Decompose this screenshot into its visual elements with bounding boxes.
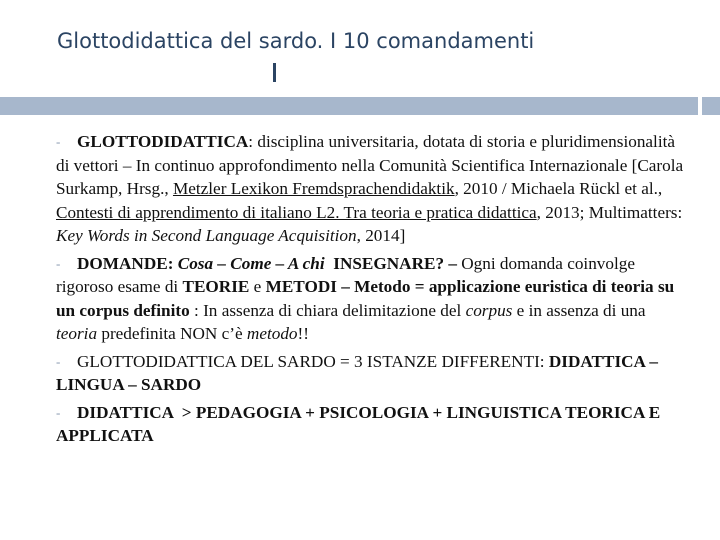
- bullet-dash-icon: -: [56, 255, 61, 271]
- reference-link-contesti[interactable]: Contesti di apprendimento di italiano L2. Tra teoria e pratica didattica: [56, 202, 537, 222]
- term-glottodidattica: GLOTTODIDATTICA: [77, 132, 249, 151]
- p2-text-3: : In assenza di chiara delimitazione del: [189, 300, 466, 320]
- bullet-dash-icon: -: [56, 404, 61, 420]
- bullet-paragraph-domande: [56, 252, 684, 346]
- p1-text-4: , 2014]: [356, 226, 406, 245]
- p2-bold-1: DOMANDE:: [77, 253, 178, 273]
- p1-text-1: : disciplina universitaria, dotata di storia e pluridimensionalità di vettori – In continuo approfondimento nella Comunità Scientifica Internazionale [Carola Surkamp, Hrsg.,: [56, 132, 684, 198]
- p2-italic-teoria: teoria: [56, 324, 98, 343]
- p2-text-6: !!: [297, 324, 309, 343]
- reference-link-metzler[interactable]: Metzler Lexikon Fremdsprachendidaktik: [172, 179, 455, 198]
- p1-italic-title: Key Words in Second Language Acquisition: [56, 226, 357, 245]
- p2-italic-metodo: metodo: [246, 324, 298, 343]
- bullet-dash-icon: -: [56, 353, 61, 369]
- p3-bold: DIDATTICA – LINGUA – SARDO: [56, 351, 658, 394]
- slide-body: [56, 130, 684, 452]
- p2-bold-italic: Cosa – Come – A chi: [177, 253, 325, 273]
- p2-italic-corpus: corpus: [465, 300, 513, 320]
- p2-bold-2: INSEGNARE? –: [324, 253, 462, 273]
- slide-title: Glottodidattica del sardo. I 10 comandamenti: [57, 29, 535, 53]
- bullet-paragraph-didattica: [56, 401, 684, 448]
- p3-text-1: GLOTTODIDATTICA DEL SARDO = 3 ISTANZE DIFFERENTI:: [77, 351, 549, 371]
- p2-text-4: e in assenza di una: [512, 300, 646, 320]
- bullet-dash-icon: -: [56, 134, 61, 149]
- p2-text-2: e: [249, 277, 266, 296]
- p2-text-5: predefinita NON c’è: [97, 324, 247, 343]
- p4-bold: DIDATTICA > PEDAGOGIA + PSICOLOGIA + LINGUISTICA TEORICA E APPLICATA: [56, 402, 664, 445]
- p2-bold-metodi: METODI – Metodo = applicazione euristica di teoria su un corpus definito: [56, 277, 675, 320]
- p1-text-3: , 2013; Multimatters:: [536, 202, 683, 222]
- bullet-paragraph-sardo: [56, 350, 684, 397]
- bullet-paragraph-glottodidattica: [56, 130, 684, 248]
- p1-text-2: , 2010 / Michaela Rückl et al.,: [454, 179, 663, 198]
- p2-text-1: Ogni domanda coinvolge rigoroso esame di: [56, 253, 635, 296]
- p2-bold-teorie: TEORIE: [182, 277, 250, 296]
- accent-bar: [0, 97, 698, 115]
- accent-square: [702, 97, 720, 115]
- title-cursor-mark: [273, 63, 276, 82]
